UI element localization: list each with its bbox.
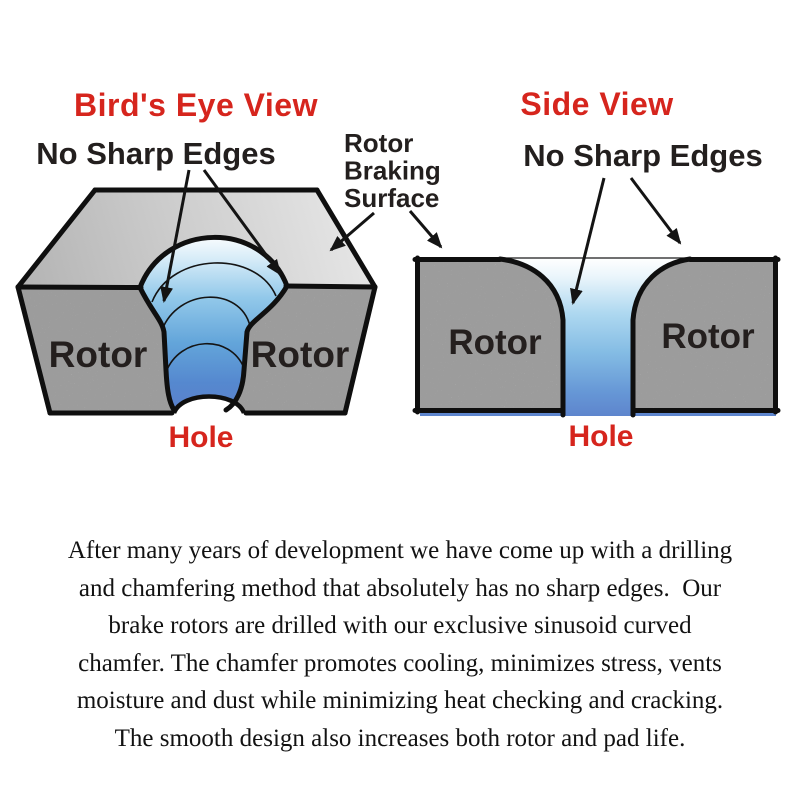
birds-eye-hole-label: Hole — [168, 421, 234, 454]
birds-eye-rotor-left-label: Rotor — [48, 334, 148, 375]
description-paragraph — [0, 532, 800, 757]
no-sharp-edges-right-label: No Sharp Edges — [523, 138, 763, 173]
paragraph-line: moisture and dust while minimizing heat checking and cracking. — [76, 687, 724, 714]
side-view-hole-label: Hole — [568, 420, 634, 453]
paragraph-line: and chamfering method that absolutely has no sharp edges. Our — [78, 574, 722, 602]
paragraph-line: The smooth design also increases both rotor and pad life. — [114, 724, 686, 752]
no-sharp-edges-left-label: No Sharp Edges — [36, 136, 276, 171]
paragraph-line: brake rotors are drilled with our exclusive sinusoid curved — [108, 612, 692, 639]
side-view-title: Side View — [520, 86, 674, 122]
birds-eye-title: Bird's Eye View — [74, 87, 318, 123]
birds-eye-block — [18, 190, 375, 416]
paragraph-line: chamfer. The chamfer promotes cooling, minimizes stress, vents — [78, 649, 722, 677]
side-view-block — [415, 258, 778, 416]
rotor-braking-surface-label: Rotor Braking Surface — [344, 128, 441, 213]
side-rotor-left-label: Rotor — [448, 323, 542, 362]
arrow-braking-surface-right — [410, 211, 441, 247]
side-rotor-right-label: Rotor — [661, 317, 755, 356]
birds-eye-rotor-right-label: Rotor — [250, 334, 350, 375]
arrow-right-nse-2 — [631, 178, 680, 243]
paragraph-line: After many years of development we have come up with a drilling — [67, 537, 733, 564]
